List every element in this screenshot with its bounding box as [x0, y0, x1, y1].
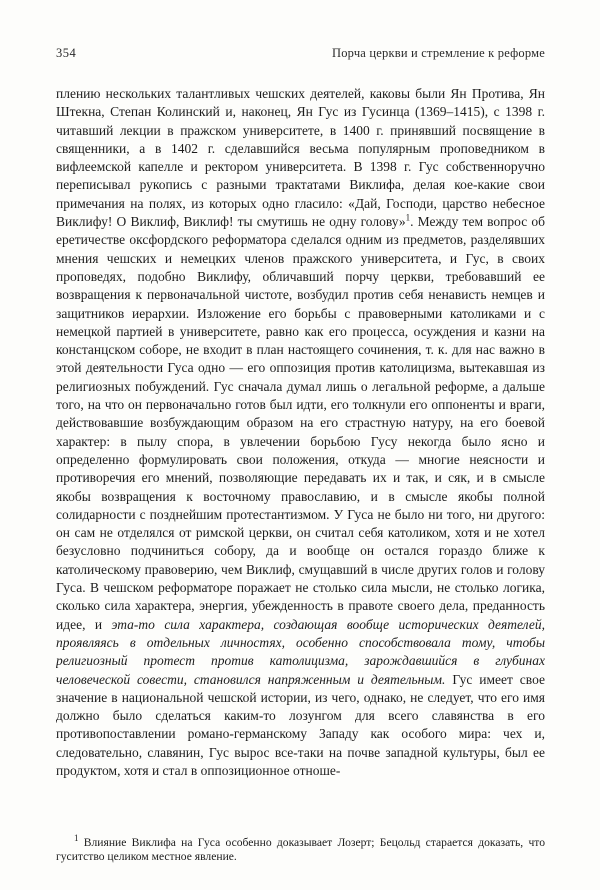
page-number: 354 [56, 46, 77, 60]
running-head: Порча церкви и стремление к реформе [332, 46, 545, 60]
footnote-text: Влияние Виклифа на Гуса особенно доказывает Лозерт; Бецольд старается доказать, что гуситство целиком местное явление. [56, 835, 545, 864]
paragraph [56, 85, 545, 780]
text-segment-1: плению нескольких талантливых чешских деятелей, каковы были Ян Протива, Ян Штекна, Степан Колинский и, наконец, Ян Гус из Гусинца (1369–1415), с 1398 г. читавший лекции в пражском университете, в 1400 г. принявший посвящение в священники, а в 1402 г. сделавшийся весьма популярным проповедником в вифлеемской капелле и ректором университета. В 1398 г. Гус собственноручно переписывал рукопись с разными трактатами Виклифа, делая кое-какие свои примечания на полях, из которых одно гласило: «Дай, Господи, царство небесное Виклифу! О Виклиф, Виклиф! ты смутишь не одну голову» [56, 86, 545, 230]
footnote [56, 832, 545, 865]
text-segment-italic: эта-то сила характера, создающая вообще исторических деятелей, проявляясь в отдельных личностях, особенно способствовала тому, чтобы религиозный протест против католицизма, зарождавшийся в глубинах человеческой совести, становился напряженным и деятельным. [56, 616, 545, 687]
text-segment-2: . Между тем вопрос об еретичестве оксфордского реформатора сделался одним из предметов, разделявших мнения чешских и немецких членов пражского университета, и Гус, в своих проповедях, подобно Виклифу, обличавший порчу церкви, требовавший ее возвращения к первоначальной чистоте, возбудил против себя ненависть немцев и защитников иерархии. Изложение его борьбы с правоверными католиками и с немецкой партией в университете, равно как его процесса, осуждения и казни на констанцском соборе, не входит в план настоящего сочинения, т. к. для нас важно в этой деятельности Гуса одно — его оппозиция против католицизма, вытекавшая из религиозных побуждений. Гус сначала думал лишь о легальной реформе, а дальше того, на что он первоначально готов был идти, его толкнули его оппоненты и враги, действовавшие возбуждающим образом на его страстную натуру, на его боевой характер: в пылу спора, в увлечении борьбою Гусу некогда было ясно и определенно формулировать свои положения, откуда — многие неясности и противоречия его мнений, позволяющие передавать их и так, и сяк, и в смысле якобы возвращения к восточному православию, и в смысле якобы полной солидарности с позднейшим протестантизмом. У Гуса не было ни того, ни другого: он сам не отделялся от римской церкви, он считал себя католиком, хотя и не хотел безусловно подчиниться собору, да и вообще он остался гораздо ближе к католическому правоверию, чем Виклиф, смущавший в числе других голов и голову Гуса. В чешском реформаторе поражает не столько сила мысли, не столько логика, сколько сила характера, энергия, убежденность в правоте своего дела, преданность идее, и [56, 214, 545, 632]
main-text [56, 85, 545, 780]
page-header [56, 46, 545, 61]
text-segment-3: Гус имеет свое значение в национальной чешской истории, из чего, однако, не следует, что его имя должно было сделаться каким-то лозунгом для всего славянства в его противопоставлении романо-германскому Западу как особого мира: чех и, следовательно, славянин, Гус вырос все-таки на почве западной культуры, был ее продуктом, хотя и стал в оппозиционное отноше- [56, 671, 545, 778]
footnote-reference: 1 [405, 212, 411, 223]
footnote-area [56, 832, 545, 865]
footnote-number: 1 [74, 832, 79, 843]
